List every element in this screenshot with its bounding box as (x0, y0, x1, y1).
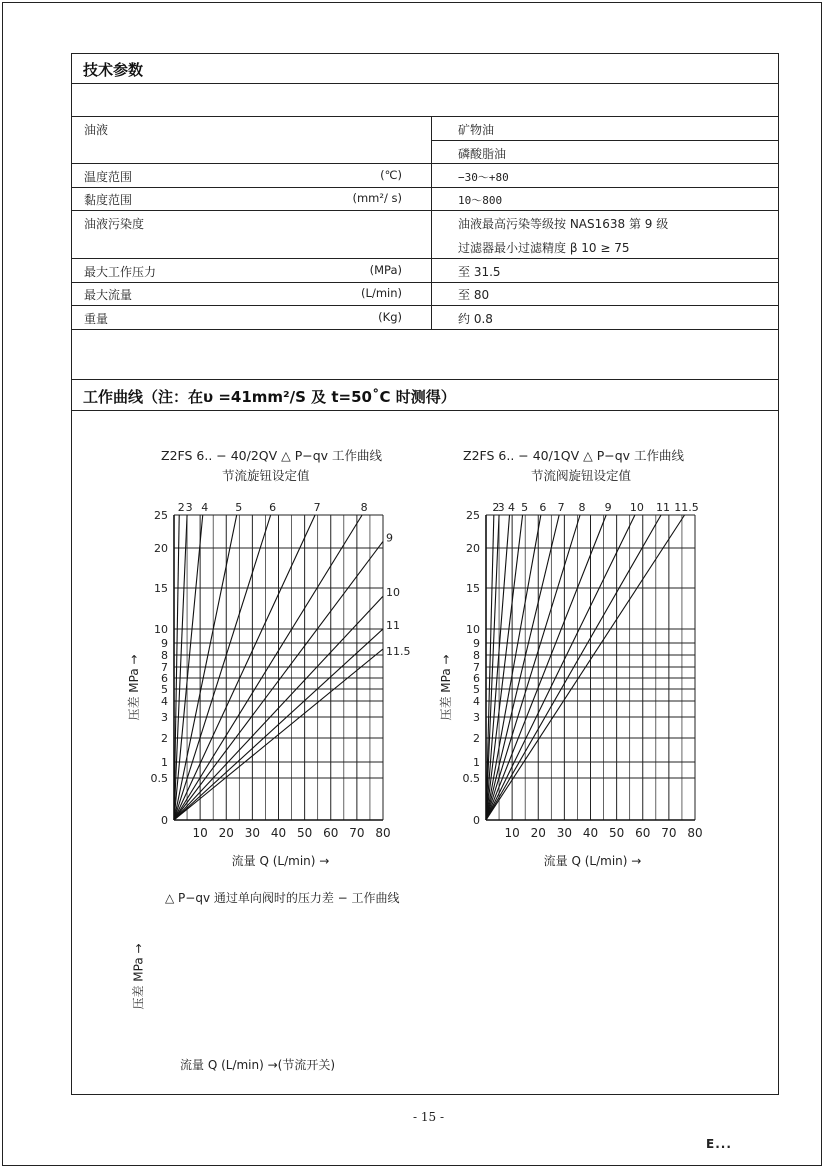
x-tick-label: 60 (635, 826, 651, 840)
y-tick-label: 0.5 (462, 772, 480, 785)
param-unit: (mm²/ s) (352, 191, 402, 205)
param-unit: (℃) (380, 168, 402, 182)
series-label: 9 (386, 531, 393, 545)
rule (431, 140, 779, 141)
series-label: 10 (629, 501, 644, 514)
param-value: 至 31.5 (458, 265, 501, 279)
series-label: 9 (604, 501, 612, 514)
y-tick-label: 8 (473, 649, 480, 662)
y-tick-label: 1 (161, 756, 168, 769)
rule (71, 116, 779, 117)
y-tick-label: 25 (154, 509, 168, 522)
column-divider (431, 116, 432, 329)
rule (71, 187, 779, 188)
param-label: 油液污染度 (84, 217, 145, 231)
page-number: - 15 - (413, 1110, 445, 1124)
rule (71, 163, 779, 164)
rule (71, 258, 779, 259)
y-tick-label: 4 (473, 695, 480, 708)
rule (71, 379, 779, 380)
series-label: 2 (177, 501, 185, 514)
series-label: 10 (386, 586, 400, 600)
y-tick-label: 0 (161, 814, 168, 827)
series-label: 5 (235, 501, 243, 514)
x-tick-label: 10 (192, 826, 208, 840)
series-label: 3 (497, 501, 505, 514)
param-value: −30〜+80 (458, 171, 509, 184)
y-tick-label: 0 (473, 814, 480, 827)
x-tick-label: 80 (687, 826, 703, 840)
series-label: 7 (557, 501, 565, 514)
y-tick-label: 10 (154, 623, 168, 636)
series-label: 4 (201, 501, 209, 514)
param-value: 磷酸脂油 (458, 147, 507, 161)
series-label: 11 (656, 501, 671, 514)
y-tick-label: 25 (466, 509, 480, 522)
y-tick-label: 2 (161, 732, 168, 745)
y-tick-label: 6 (161, 672, 168, 685)
series-label: 11 (386, 619, 400, 632)
x-tick-label: 30 (244, 826, 261, 840)
x-tick-label: 20 (530, 826, 546, 840)
y-tick-label: 2 (473, 732, 480, 745)
x-tick-label: 40 (582, 826, 599, 840)
param-unit: (MPa) (369, 263, 402, 277)
bottom-x-label: 流量 Q (L/min) →(节流开关) (180, 1058, 336, 1072)
param-unit: (L/min) (361, 286, 402, 300)
rule (71, 210, 779, 211)
x-tick-label: 50 (296, 826, 313, 840)
rule (71, 282, 779, 283)
y-tick-label: 7 (473, 661, 480, 674)
series-label: 7 (313, 501, 321, 514)
series-label: 6 (269, 501, 277, 514)
chart-left (125, 495, 425, 875)
series-label: 4 (508, 501, 516, 514)
rule (71, 410, 779, 411)
y-axis-label: 压差 MPa → (439, 654, 453, 721)
param-label: 温度范围 (84, 170, 133, 184)
x-tick-label: 10 (504, 826, 520, 840)
param-label: 黏度范围 (84, 193, 133, 207)
rule (71, 329, 779, 330)
y-tick-label: 15 (154, 582, 168, 595)
param-value: 10〜800 (458, 194, 503, 207)
param-value: 过滤器最小过滤精度 β 10 ≥ 75 (458, 241, 630, 255)
x-tick-label: 20 (218, 826, 234, 840)
series-label: 3 (185, 501, 193, 514)
y-tick-label: 4 (161, 695, 168, 708)
y-tick-label: 3 (473, 711, 480, 724)
y-tick-label: 1 (473, 756, 480, 769)
bottom-y-label: 压差 MPa → (131, 943, 146, 1010)
y-tick-label: 9 (473, 637, 480, 650)
y-tick-label: 9 (161, 637, 168, 650)
param-label: 油液 (84, 123, 109, 137)
y-tick-label: 20 (466, 542, 480, 555)
y-tick-label: 3 (161, 711, 168, 724)
series-label: 5 (521, 501, 529, 514)
chart-subtitle: 节流阀旋钮设定值 (531, 468, 632, 483)
param-value: 约 0.8 (458, 312, 493, 326)
param-unit: (Kg) (378, 310, 402, 324)
section-title-tech: 技术参数 (83, 61, 144, 79)
param-label: 最大流量 (84, 288, 133, 302)
param-value: 矿物油 (458, 123, 495, 137)
y-tick-label: 0.5 (150, 772, 168, 785)
y-tick-label: 20 (154, 542, 168, 555)
param-value: 油液最高污染等级按 NAS1638 第 9 级 (458, 217, 669, 231)
x-axis-label: 流量 Q (L/min) → (231, 854, 330, 868)
y-tick-label: 7 (161, 661, 168, 674)
x-tick-label: 70 (349, 826, 365, 840)
x-tick-label: 50 (608, 826, 625, 840)
y-tick-label: 15 (466, 582, 480, 595)
param-label: 重量 (84, 312, 109, 326)
series-label: 11.5 (674, 501, 699, 514)
rule (71, 83, 779, 84)
y-tick-label: 6 (473, 672, 480, 685)
param-value: 至 80 (458, 288, 490, 302)
x-tick-label: 60 (323, 826, 339, 840)
series-label: 11.5 (386, 645, 411, 658)
x-tick-label: 30 (556, 826, 573, 840)
x-axis-label: 流量 Q (L/min) → (543, 854, 642, 868)
rule (71, 305, 779, 306)
bottom-caption: △ P−qv 通过单向阀时的压力差 − 工作曲线 (165, 891, 400, 905)
x-tick-label: 40 (270, 826, 287, 840)
series-label: 6 (539, 501, 547, 514)
chart-right (437, 495, 737, 875)
logo: E... (706, 1137, 732, 1151)
y-tick-label: 8 (161, 649, 168, 662)
x-tick-label: 70 (661, 826, 677, 840)
chart-title: Z2FS 6.. − 40/1QV △ P−qv 工作曲线 (463, 448, 685, 463)
y-tick-label: 5 (161, 683, 168, 696)
chart-title: Z2FS 6.. − 40/2QV △ P−qv 工作曲线 (161, 448, 383, 463)
y-tick-label: 5 (473, 683, 480, 696)
chart-subtitle: 节流旋钮设定值 (222, 468, 310, 483)
param-label: 最大工作压力 (84, 265, 157, 279)
y-axis-label: 压差 MPa → (127, 654, 141, 721)
series-label: 8 (578, 501, 586, 514)
x-tick-label: 80 (375, 826, 391, 840)
y-tick-label: 10 (466, 623, 480, 636)
series-label: 2 (492, 501, 500, 514)
section-title-curves: 工作曲线（注：在υ =41mm²/S 及 t=50˚C 时测得） (83, 388, 456, 406)
series-label: 8 (360, 501, 368, 514)
